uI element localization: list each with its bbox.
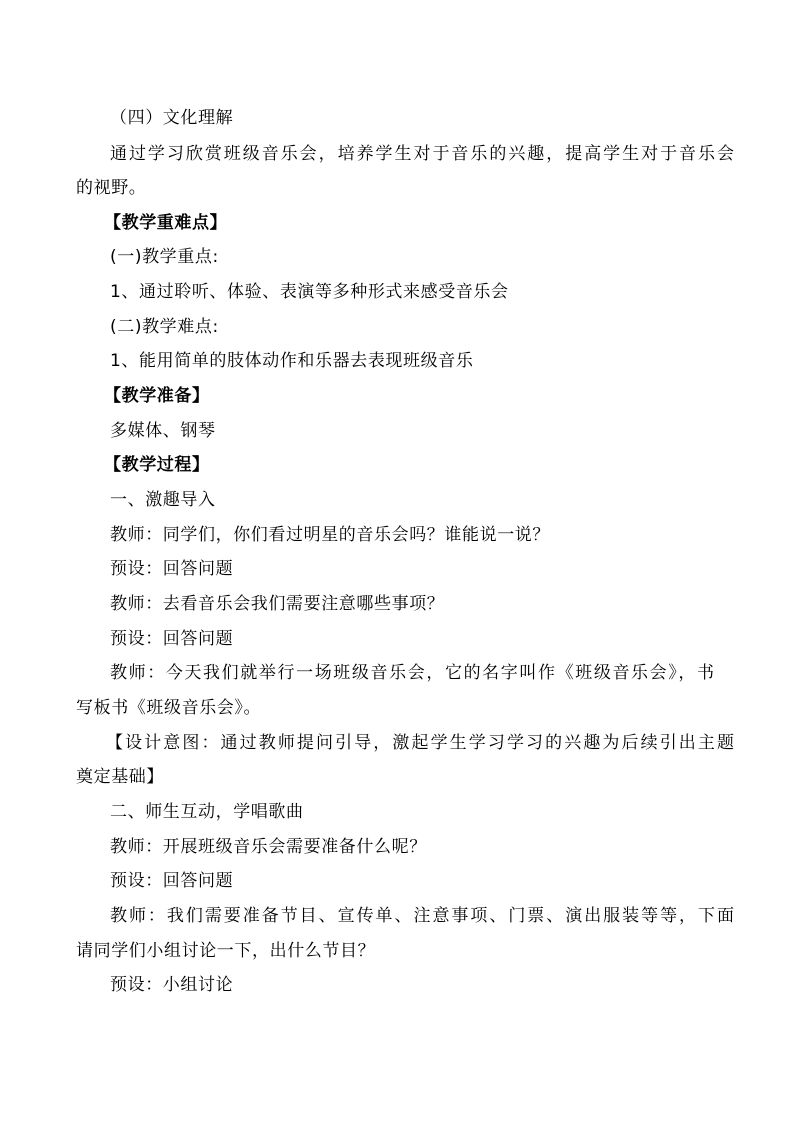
dialogue-line: 教师：开展班级音乐会需要准备什么呢？ (110, 837, 427, 857)
section-heading-culture: （四）文化理解 (110, 108, 234, 128)
section-heading-key-points: 【教学重难点】 (104, 213, 228, 233)
paragraph-line: 通过学习欣赏班级音乐会，培养学生对于音乐的兴趣，提高学生对于音乐会 (110, 144, 734, 164)
dialogue-line: 教师：去看音乐会我们需要注意哪些事项？ (110, 594, 445, 614)
subheading-step-one: 一、激趣导入 (110, 490, 216, 510)
design-intent-line: 【设计意图：通过教师提问引导，激起学生学习学习的兴趣为后续引出主题 (106, 733, 734, 753)
dialogue-line: 预设：回答问题 (110, 629, 234, 649)
section-heading-preparation: 【教学准备】 (104, 386, 210, 406)
design-intent-line: 奠定基础】 (76, 767, 164, 787)
paragraph-line: 多媒体、钢琴 (110, 421, 216, 441)
subheading-difficult-point: (二)教学难点: (110, 317, 219, 337)
paragraph-line: 的视野。 (76, 178, 147, 198)
dialogue-line: 预设：回答问题 (110, 559, 234, 579)
dialogue-line: 预设：回答问题 (110, 871, 234, 891)
subheading-step-two: 二、师生互动，学唱歌曲 (110, 802, 304, 822)
dialogue-line: 写板书《班级音乐会》。 (76, 698, 262, 718)
paragraph-line: 1、通过聆听、体验、表演等多种形式来感受音乐会 (110, 282, 509, 302)
subheading-key-point: (一)教学重点: (110, 247, 219, 267)
dialogue-line: 教师：今天我们就举行一场班级音乐会，它的名字叫作《班级音乐会》，书 (110, 663, 714, 683)
dialogue-line: 教师：同学们，你们看过明星的音乐会吗？谁能说一说？ (110, 525, 550, 545)
dialogue-line: 预设：小组讨论 (110, 975, 234, 995)
paragraph-line: 1、能用简单的肢体动作和乐器去表现班级音乐 (110, 351, 474, 371)
dialogue-line: 教师：我们需要准备节目、宣传单、注意事项、门票、演出服装等等，下面 (110, 906, 734, 926)
section-heading-process: 【教学过程】 (104, 455, 210, 475)
dialogue-line: 请同学们小组讨论一下，出什么节目？ (76, 941, 376, 961)
